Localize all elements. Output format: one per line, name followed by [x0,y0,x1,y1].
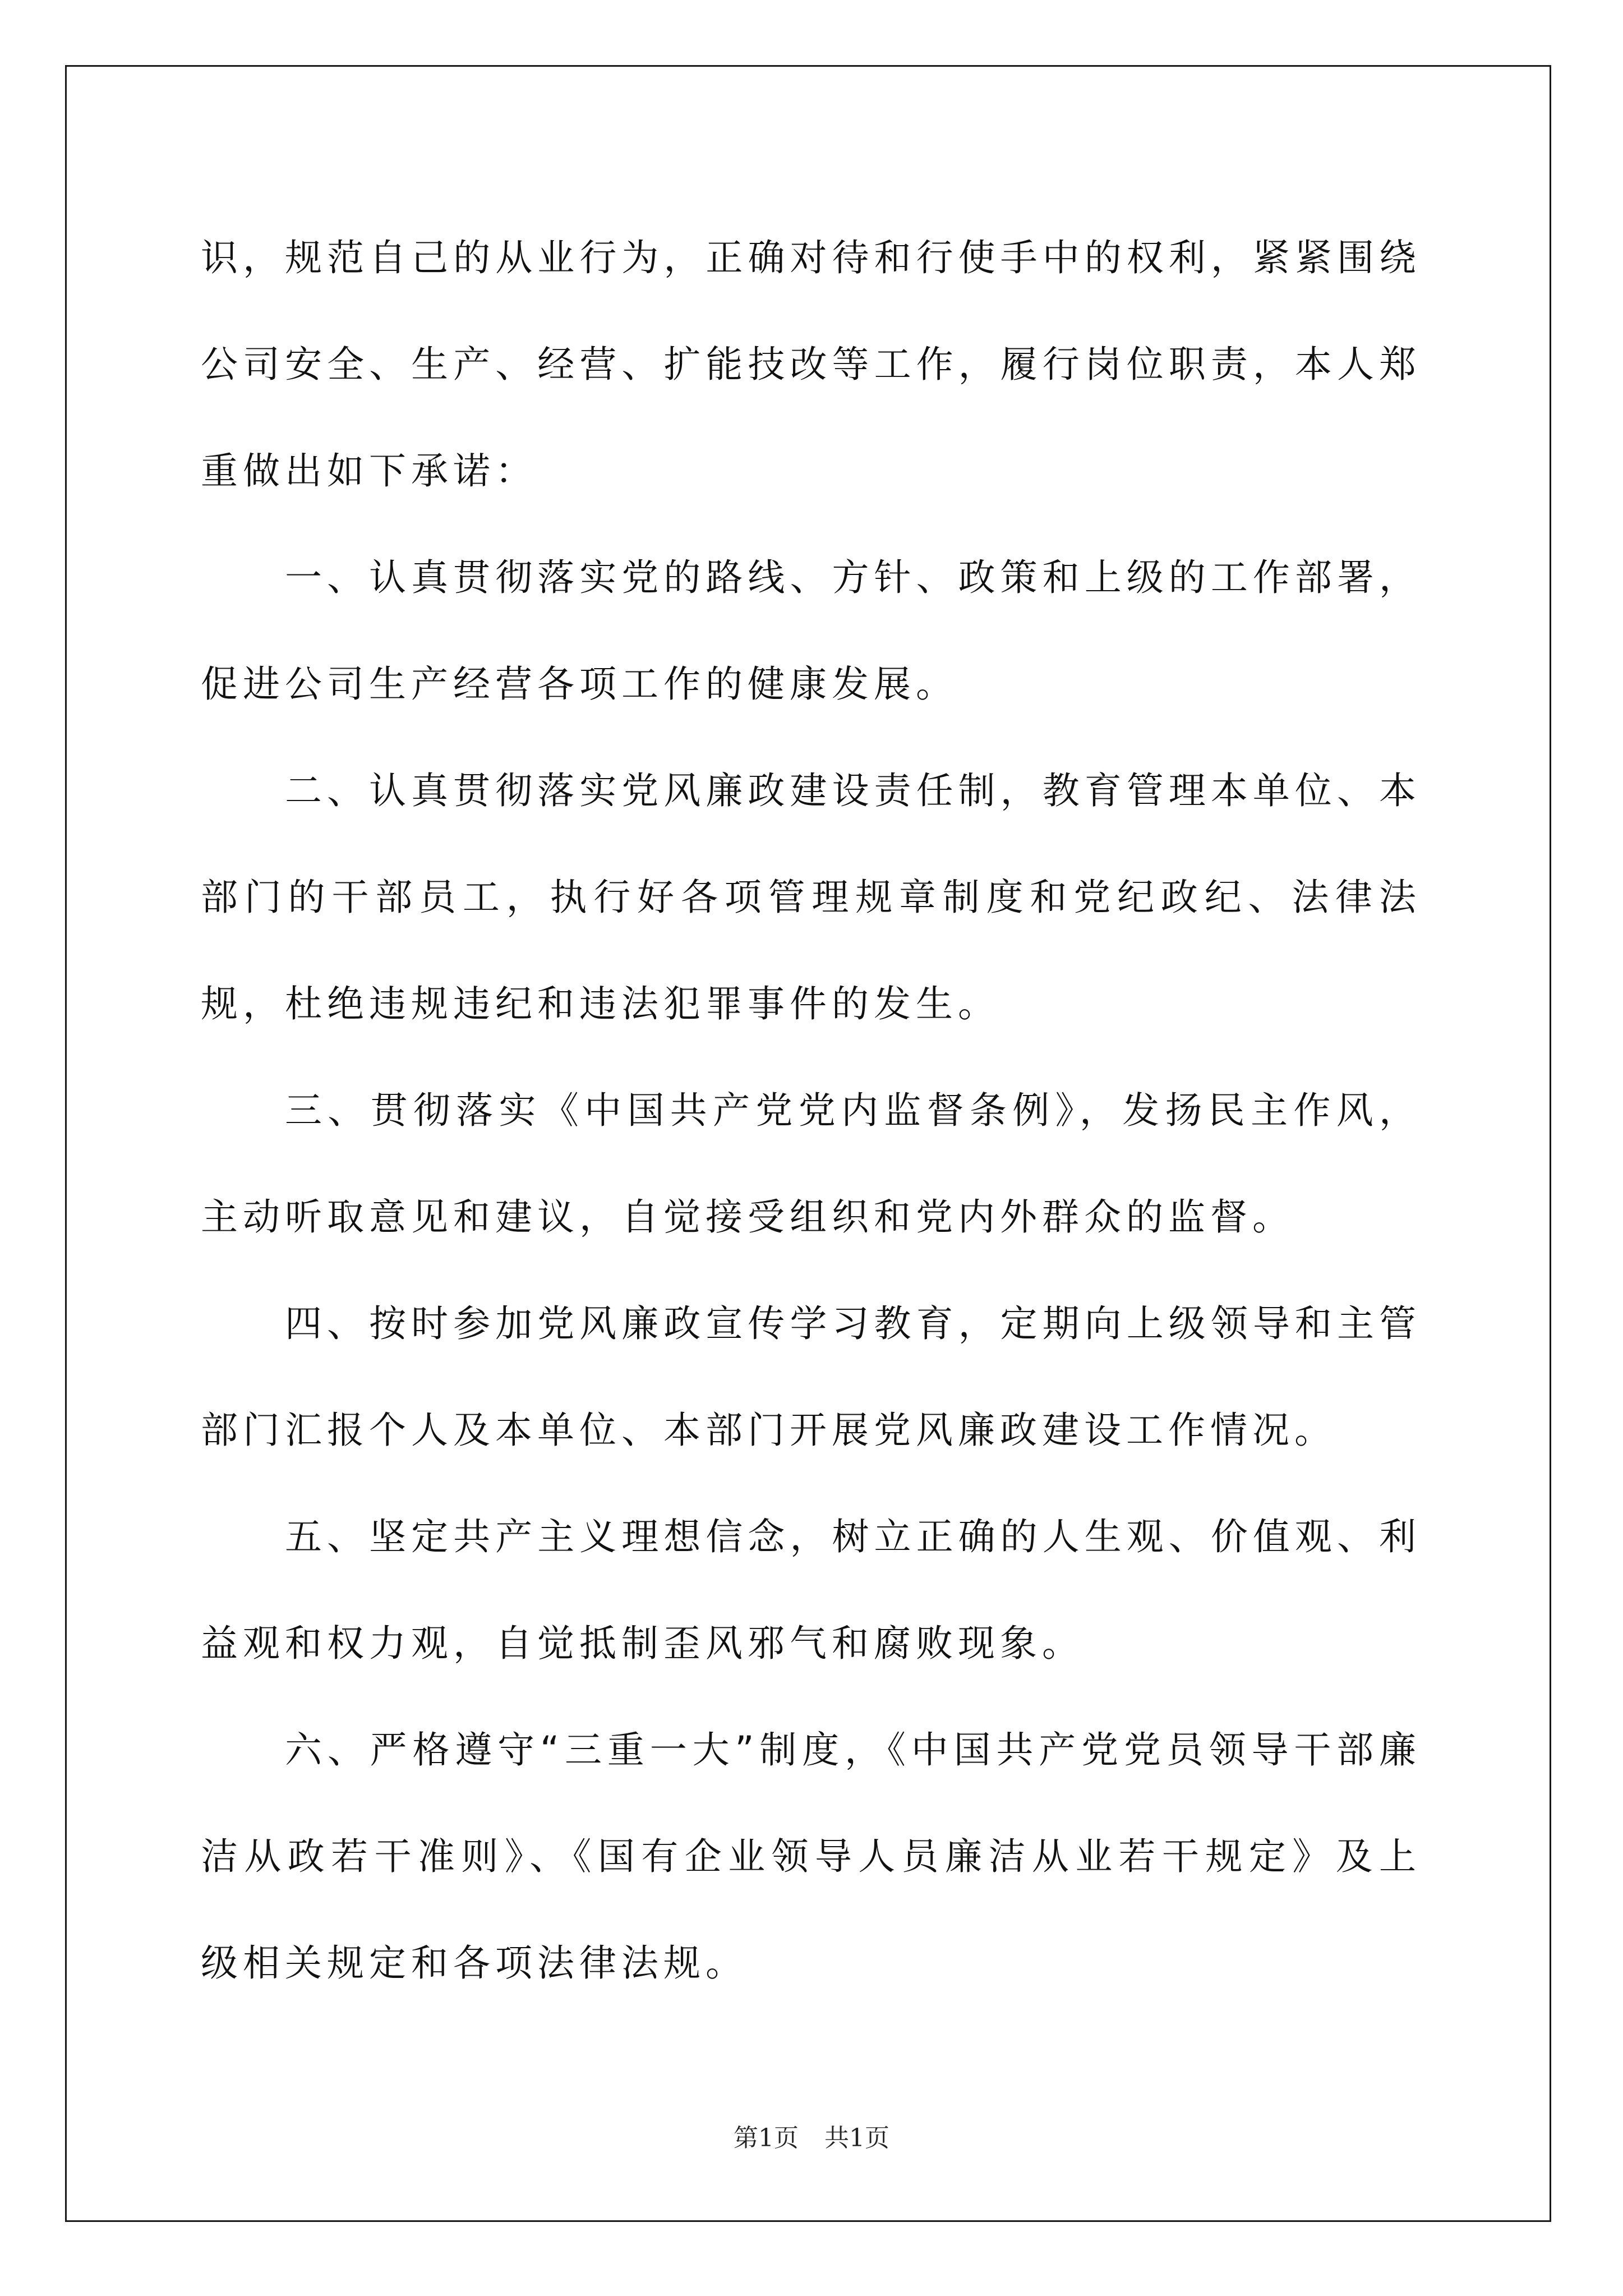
page-number: 第1页 [734,2124,799,2152]
page-footer [0,2118,1623,2154]
paragraph-item-2: 二、认真贯彻落实党风廉政建设责任制，教育管理本单位、本部门的干部员工，执行好各项管理规章制度和党纪政纪、法律法规，杜绝违规违纪和违法犯罪事件的发生。 [201,769,1421,1025]
document-body [201,205,1421,2017]
paragraph-item-6: 六、严格遵守“三重一大”制度，《中国共产党党员领导干部廉洁从政若干准则》、《国有企业领导人员廉洁从业若干规定》及上级相关规定和各项法律法规。 [201,1728,1421,1985]
paragraph-item-3: 三、贯彻落实《中国共产党党内监督条例》，发扬民主作风，主动听取意见和建议，自觉接受组织和党内外群众的监督。 [201,1089,1421,1239]
paragraph-intro: 识，规范自己的从业行为，正确对待和行使手中的权利，紧紧围绕公司安全、生产、经营、扩能技改等工作，履行岗位职责，本人郑重做出如下承诺： [201,236,1421,493]
paragraph-item-4: 四、按时参加党风廉政宣传学习教育，定期向上级领导和主管部门汇报个人及本单位、本部门开展党风廉政建设工作情况。 [201,1302,1421,1452]
page-total: 共1页 [824,2124,889,2152]
paragraph-item-5: 五、坚定共产主义理想信念，树立正确的人生观、价值观、利益观和权力观，自觉抵制歪风邪气和腐败现象。 [201,1515,1421,1665]
paragraph-item-1: 一、认真贯彻落实党的路线、方针、政策和上级的工作部署，促进公司生产经营各项工作的健康发展。 [201,556,1421,706]
